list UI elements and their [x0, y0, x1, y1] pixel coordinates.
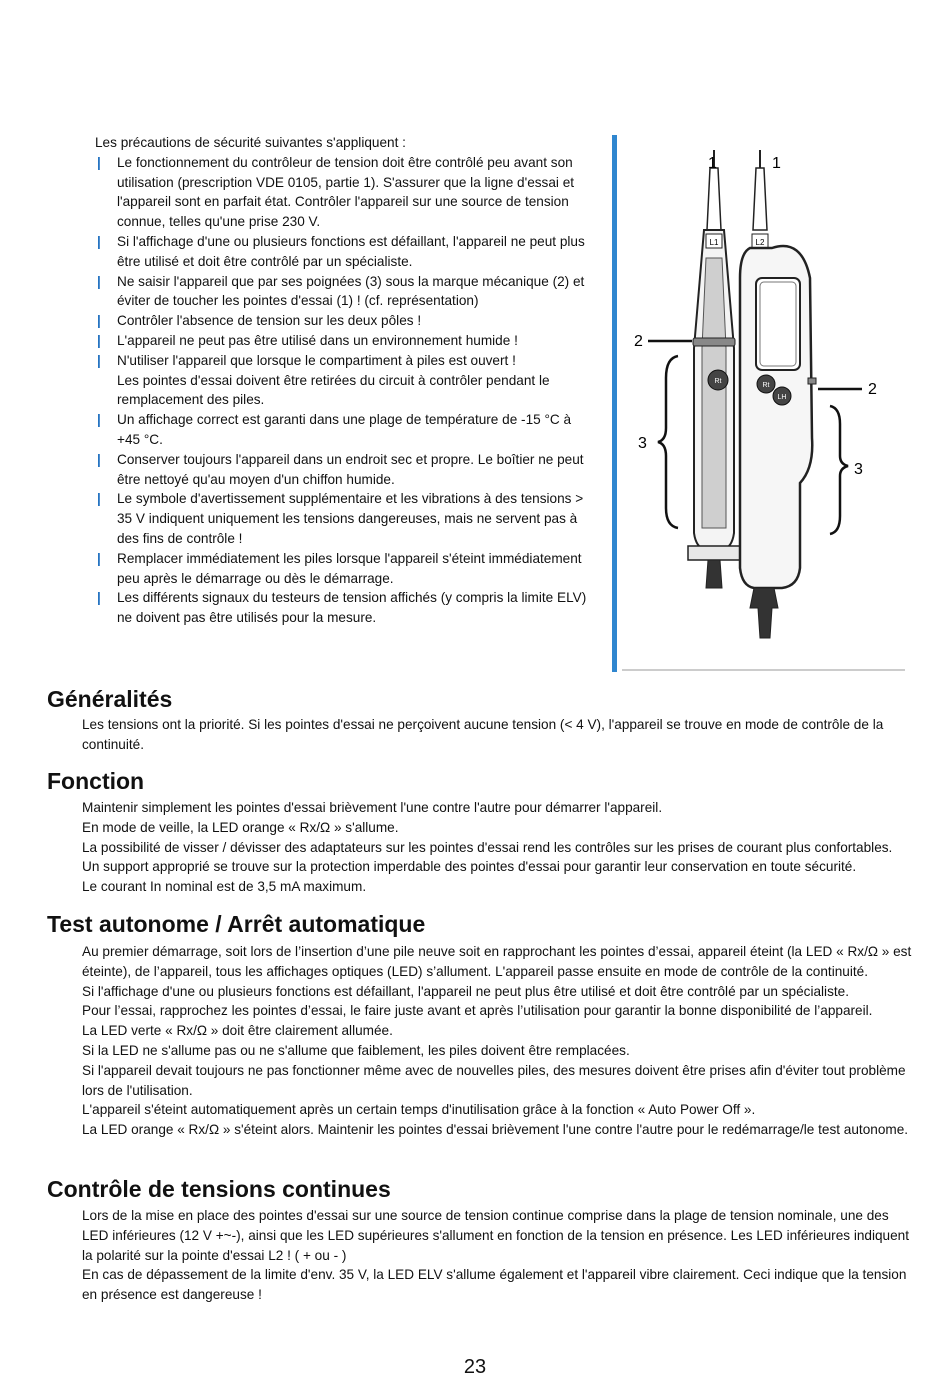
paragraph: Un support approprié se trouve sur la protection imperdable des pointes d'essai pour garantir leur conservation en toute sécurité.	[82, 859, 857, 875]
left-probe-grip	[702, 258, 726, 528]
section-body-fonction	[82, 798, 912, 897]
paragraph: Le courant In nominal est de 3,5 mA maximum.	[82, 879, 367, 895]
callout-3-right: 3	[854, 461, 863, 478]
right-probe-label: L2	[755, 238, 765, 247]
list-item-text: Le symbole d'avertissement supplémentaire et les vibrations à des tensions > 35 V indiquent uniquement les tensions dangereuses, mais ne servent pas à des fins de contrôle !	[117, 491, 584, 546]
bullet-bar: |	[97, 233, 101, 249]
bullet-bar: |	[97, 154, 101, 170]
left-mechanical-marker	[693, 338, 735, 346]
list-item	[95, 232, 590, 272]
intro-lead: Les précautions de sécurité suivantes s'appliquent :	[95, 135, 406, 150]
callout-1-left: 1	[708, 155, 717, 172]
voltage-tester-drawing	[622, 138, 907, 672]
callout-3-left-brace	[658, 356, 678, 528]
paragraph: Pour l’essai, rapprochez les pointes d’essai, le faire juste avant et après l’utilisation pour garantir la bonne disponibilité de l’appareil.	[82, 1003, 873, 1019]
list-item-text: Si l'affichage d'une ou plusieurs fonctions est défaillant, l'appareil ne peut plus être utilisé et doit être contrôlé par un spécialiste.	[117, 233, 585, 269]
voltage-tester-illustration	[622, 138, 907, 672]
left-probe-end	[706, 560, 722, 588]
paragraph: En mode de veille, la LED orange « Rx/Ω » s'allume.	[82, 819, 399, 835]
bullet-bar: |	[97, 352, 101, 368]
paragraph: Si la LED ne s'allume pas ou ne s'allume que faiblement, les piles doivent être remplacées.	[82, 1042, 630, 1058]
list-item	[95, 311, 590, 331]
list-item-text: Un affichage correct est garanti dans une plage de température de -15 °C à +45 °C.	[117, 412, 572, 447]
list-item	[95, 489, 590, 548]
list-item	[95, 588, 590, 628]
list-item	[95, 331, 590, 351]
right-probe-shaft	[753, 168, 767, 230]
paragraph: La LED verte « Rx/Ω » doit être clairement allumée.	[82, 1023, 393, 1039]
callout-3-left: 3	[638, 435, 647, 452]
section-title-tensions-continues: Contrôle de tensions continues	[47, 1176, 391, 1202]
paragraph: Au premier démarrage, soit lors de l’insertion d’une pile neuve soit en rapprochant les pointes d’essai, appareil éteint (la LED « Rx/Ω » est éteinte), de l’appareil, tous les affichages optiques (LED) s’allument. L'appareil passe ensuite en mode de contrôle de la continuité.	[82, 944, 912, 979]
bullet-bar: |	[97, 491, 101, 507]
list-item	[95, 272, 590, 312]
bullet-bar: |	[97, 590, 101, 606]
paragraph: Si l'appareil devait toujours ne pas fonctionner même avec de nouvelles piles, des mesures doivent être prises afin d'éviter tout problème lors de l'utilisation.	[82, 1062, 906, 1098]
display-window	[756, 278, 800, 370]
paragraph: Les tensions ont la priorité. Si les pointes d'essai ne perçoivent aucune tension (< 4 V), l'appareil se trouve en mode de contrôle de la continuité.	[82, 717, 884, 752]
right-button-top-label: Rt	[762, 382, 770, 389]
callout-3-right-brace	[830, 406, 848, 534]
bullet-bar: |	[97, 332, 101, 348]
list-item	[95, 410, 590, 450]
list-item-text: Les pointes d'essai doivent être retirées du circuit à contrôler pendant le remplacement des piles.	[117, 372, 550, 408]
right-mechanical-marker	[808, 378, 816, 384]
section-body-test-autonome	[82, 942, 912, 1140]
list-item-text: Contrôler l'absence de tension sur les deux pôles !	[117, 313, 422, 329]
bullet-bar: |	[97, 550, 101, 566]
callout-1-right: 1	[772, 155, 781, 172]
list-item	[95, 450, 590, 490]
paragraph: Lors de la mise en place des pointes d'essai sur une source de tension continue comprise dans la plage de tension nominale, une des LED inférieures (12 V +~-), ainsi que les LED supérieures s'allument en fonction de la tension en présence. Les LED inférieures indiquent la polarité sur la pointe d'essai L2 ! ( + ou - )	[82, 1208, 910, 1263]
bullet-bar: |	[97, 313, 101, 329]
left-probe-label: L1	[709, 238, 719, 247]
callout-2-left: 2	[634, 333, 643, 350]
paragraph: Maintenir simplement les pointes d'essai brièvement l'une contre l'autre pour démarrer l'appareil.	[82, 800, 663, 815]
figure-accent-rule	[612, 135, 617, 672]
list-item	[95, 351, 590, 371]
list-item-text: N'utiliser l'appareil que lorsque le compartiment à piles est ouvert !	[117, 352, 516, 368]
page-number: 23	[463, 1356, 487, 1378]
list-item-text: Remplacer immédiatement les piles lorsque l'appareil s'éteint immédiatement peu après le démarrage ou dès le démarrage.	[117, 550, 582, 586]
left-probe-collar	[688, 546, 740, 560]
right-probe-end	[750, 588, 778, 638]
paragraph: Si l'affichage d'une ou plusieurs fonctions est défaillant, l'appareil ne peut plus être utilisé et doit être contrôlé par un spécialiste.	[82, 983, 849, 999]
left-button-label: Rt	[714, 378, 722, 385]
list-item-continuation	[95, 371, 590, 411]
safety-precautions	[95, 133, 590, 628]
section-body-tensions-continues	[82, 1206, 912, 1305]
paragraph: En cas de dépassement de la limite d'env. 35 V, la LED ELV s'allume également et l'appareil vibre clairement. Ceci indique que la tension en présence est dangereuse !	[82, 1267, 907, 1303]
list-item-text: L'appareil ne peut pas être utilisé dans un environnement humide !	[117, 332, 518, 348]
paragraph: La possibilité de visser / dévisser des adaptateurs sur les pointes d'essai rend les contrôles sur les prises de courant plus confortables.	[82, 839, 893, 855]
safety-list	[95, 153, 590, 628]
bullet-bar: |	[97, 412, 101, 428]
bullet-bar: |	[97, 273, 101, 289]
callout-2-right: 2	[868, 381, 877, 398]
list-item-text: Conserver toujours l'appareil dans un endroit sec et propre. Le boîtier ne peut être nettoyé qu'au moyen d'un chiffon humide.	[117, 451, 584, 487]
section-title-generalites: Généralités	[47, 686, 173, 712]
left-probe-shaft	[707, 168, 721, 230]
paragraph: La LED orange « Rx/Ω » s'éteint alors. Maintenir les pointes d'essai brièvement l'une contre l'autre pour le redémarrage/le test autonome.	[82, 1122, 909, 1138]
section-body-generalites	[82, 715, 912, 755]
list-item-text: Les différents signaux du testeurs de tension affichés (y compris la limite ELV) ne doivent pas être utilisés pour la mesure.	[117, 590, 587, 626]
right-button-bottom-label: LH	[777, 394, 787, 401]
list-item-text: Ne saisir l'appareil que par ses poignées (3) sous la marque mécanique (2) et éviter de toucher les pointes d'essai (1) ! (cf. représentation)	[117, 273, 585, 309]
section-title-fonction: Fonction	[47, 768, 145, 794]
list-item-text: Le fonctionnement du contrôleur de tension doit être contrôlé peu avant son utilisation (prescription VDE 0105, partie 1). S'assurer que la ligne d'essai et l'appareil sont en parfait état. Contrôler l'appareil sur une source de tension connue, telles qu'une prise 230 V.	[117, 154, 575, 230]
list-item	[95, 549, 590, 589]
section-title-test-autonome: Test autonome / Arrêt automatique	[47, 911, 426, 937]
paragraph: L'appareil s'éteint automatiquement après un certain temps d'inutilisation grâce à la fonction « Auto Power Off ».	[82, 1102, 756, 1118]
list-item	[95, 153, 590, 232]
bullet-bar: |	[97, 451, 101, 467]
